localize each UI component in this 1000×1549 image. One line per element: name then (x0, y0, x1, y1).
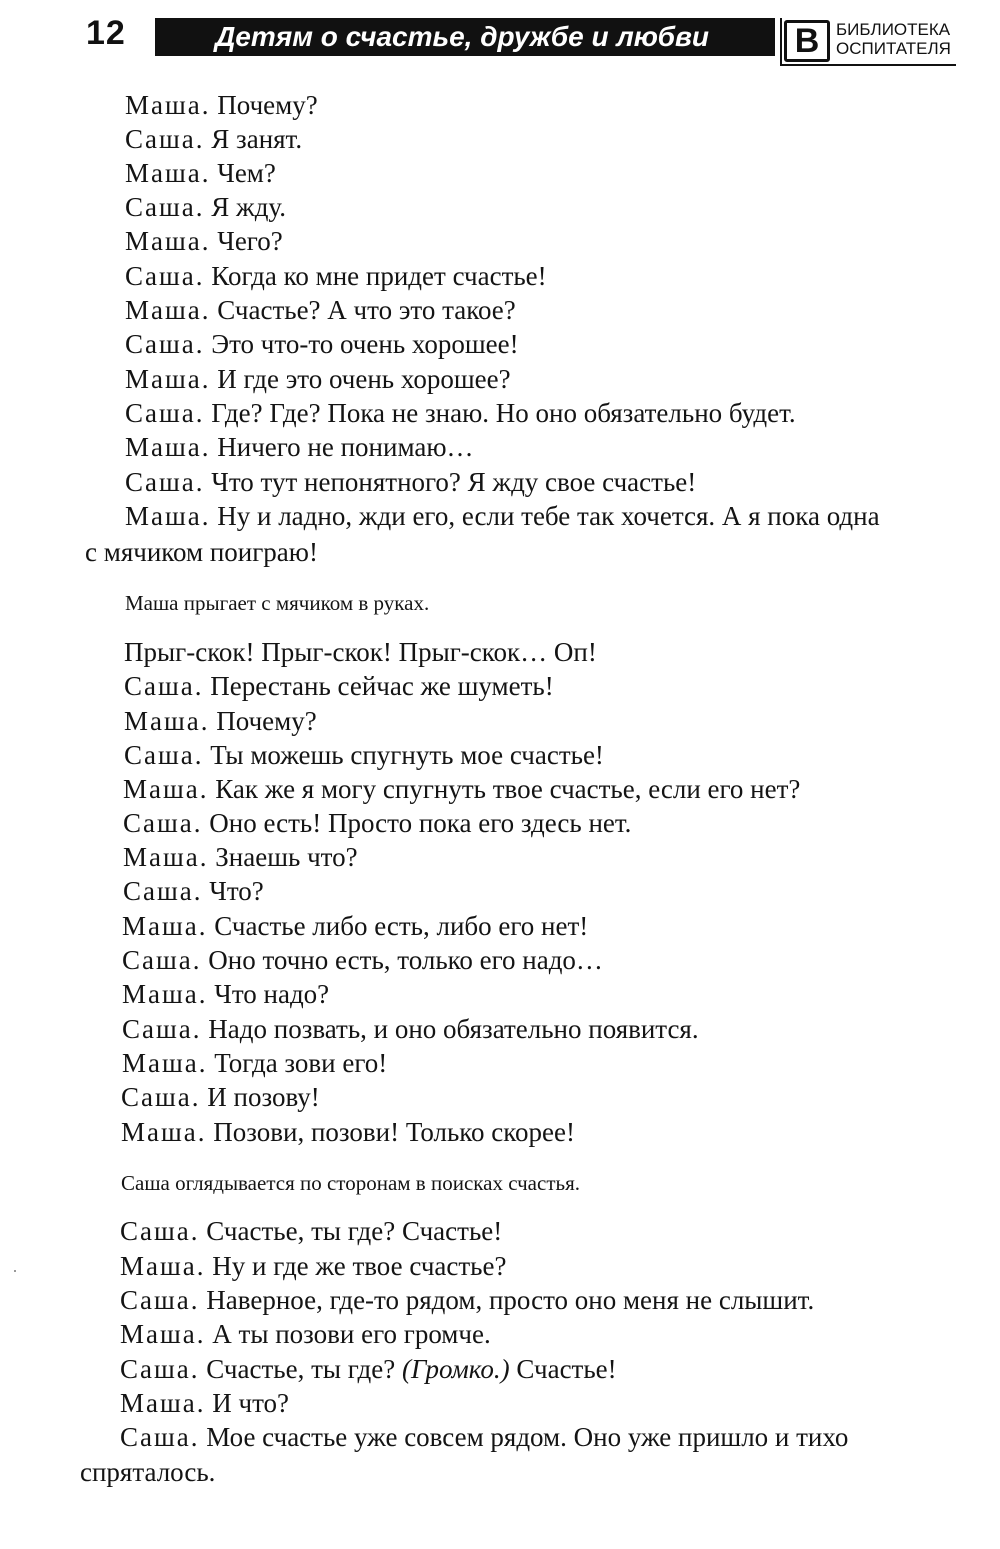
dialogue-line: Маша. Как же я могу спугнуть твое счастье, если его нет? (123, 774, 801, 804)
dialogue-line: Маша. Ну и ладно, жди его, если тебе так хочется. А я пока одна (125, 501, 880, 531)
page-header (0, 0, 1000, 80)
dialogue-line: Прыг-скок! Прыг-скок! Прыг-скок… Оп! (124, 637, 597, 667)
series-logo-text (836, 20, 951, 58)
dialogue-line: Саша. Что? (123, 876, 264, 906)
dialogue-line: Саша. Оно есть! Просто пока его здесь нет. (123, 808, 632, 838)
dialogue-line: Саша. Когда ко мне придет счастье! (125, 261, 547, 291)
series-logo-line2: ОСПИТАТЕЛЯ (836, 39, 951, 58)
stage-direction: Маша прыгает с мячиком в руках. (125, 591, 430, 615)
stage-remark-inline: (Громко.) (401, 1354, 510, 1384)
dialogue-line: Саша. Ты можешь спугнуть мое счастье! (124, 740, 604, 770)
series-logo-letter: В (784, 20, 830, 62)
series-logo-line1: БИБЛИОТЕКА (836, 20, 951, 39)
dialogue-line: Маша. Тогда зови его! (122, 1048, 388, 1078)
dialogue-line: Маша. И что? (120, 1388, 290, 1418)
dialogue-line: Саша. Я жду. (125, 192, 286, 222)
dialogue-line: Саша. Оно точно есть, только его надо… (122, 945, 603, 975)
dialogue-line: Маша. Ну и где же твое счастье? (120, 1251, 507, 1281)
dialogue-line: Саша. Наверное, где-то рядом, просто оно меня не слышит. (120, 1285, 815, 1315)
page-number: 12 (86, 14, 126, 52)
logo-underline (780, 64, 956, 66)
dialogue-line: Саша. Перестань сейчас же шуметь! (124, 671, 554, 701)
dialogue-line: Саша. Что тут непонятного? Я жду свое счастье! (125, 467, 697, 497)
dialogue-line: Маша. Знаешь что? (123, 842, 358, 872)
dialogue-line: Маша. Что надо? (122, 979, 330, 1009)
dialogue-line-continuation: спряталось. (80, 1457, 216, 1487)
dialogue-line: Маша. А ты позови его громче. (120, 1319, 491, 1349)
dialogue-line-continuation: с мячиком поиграю! (85, 537, 318, 567)
dialogue-line: Маша. Позови, позови! Только скорее! (121, 1117, 575, 1147)
dialogue-line: Маша. Счастье? А что это такое? (125, 295, 516, 325)
dialogue-line: Маша. Счастье либо есть, либо его нет! (122, 911, 589, 941)
stage-direction: Саша оглядывается по сторонам в поисках счастья. (121, 1171, 580, 1195)
dialogue-line: Саша. Счастье, ты где? (Громко.) Счастье! (120, 1354, 617, 1384)
running-title: Детям о счастье, дружбе и любви (155, 18, 775, 56)
dialogue-line: Саша. Это что-то очень хорошее! (125, 329, 519, 359)
dialogue-line: Саша. Где? Где? Пока не знаю. Но оно обязательно будет. (125, 398, 796, 428)
dialogue-line: Саша. Надо позвать, и оно обязательно появится. (122, 1014, 699, 1044)
scan-speck (14, 1270, 16, 1272)
dialogue-line: Саша. Счастье, ты где? Счастье! (120, 1216, 503, 1246)
logo-frame-left (780, 18, 782, 66)
dialogue-line: Маша. Почему? (124, 706, 317, 736)
dialogue-line: Саша. И позову! (121, 1082, 320, 1112)
dialogue-line: Саша. Я занят. (125, 124, 303, 154)
dialogue-line: Маша. И где это очень хорошее? (125, 364, 511, 394)
dialogue-line: Маша. Почему? (125, 90, 318, 120)
dialogue-line: Маша. Ничего не понимаю… (125, 432, 474, 462)
dialogue-line: Саша. Мое счастье уже совсем рядом. Оно уже пришло и тихо (120, 1422, 849, 1452)
dialogue-line: Маша. Чем? (125, 158, 276, 188)
dialogue-line: Маша. Чего? (125, 226, 283, 256)
